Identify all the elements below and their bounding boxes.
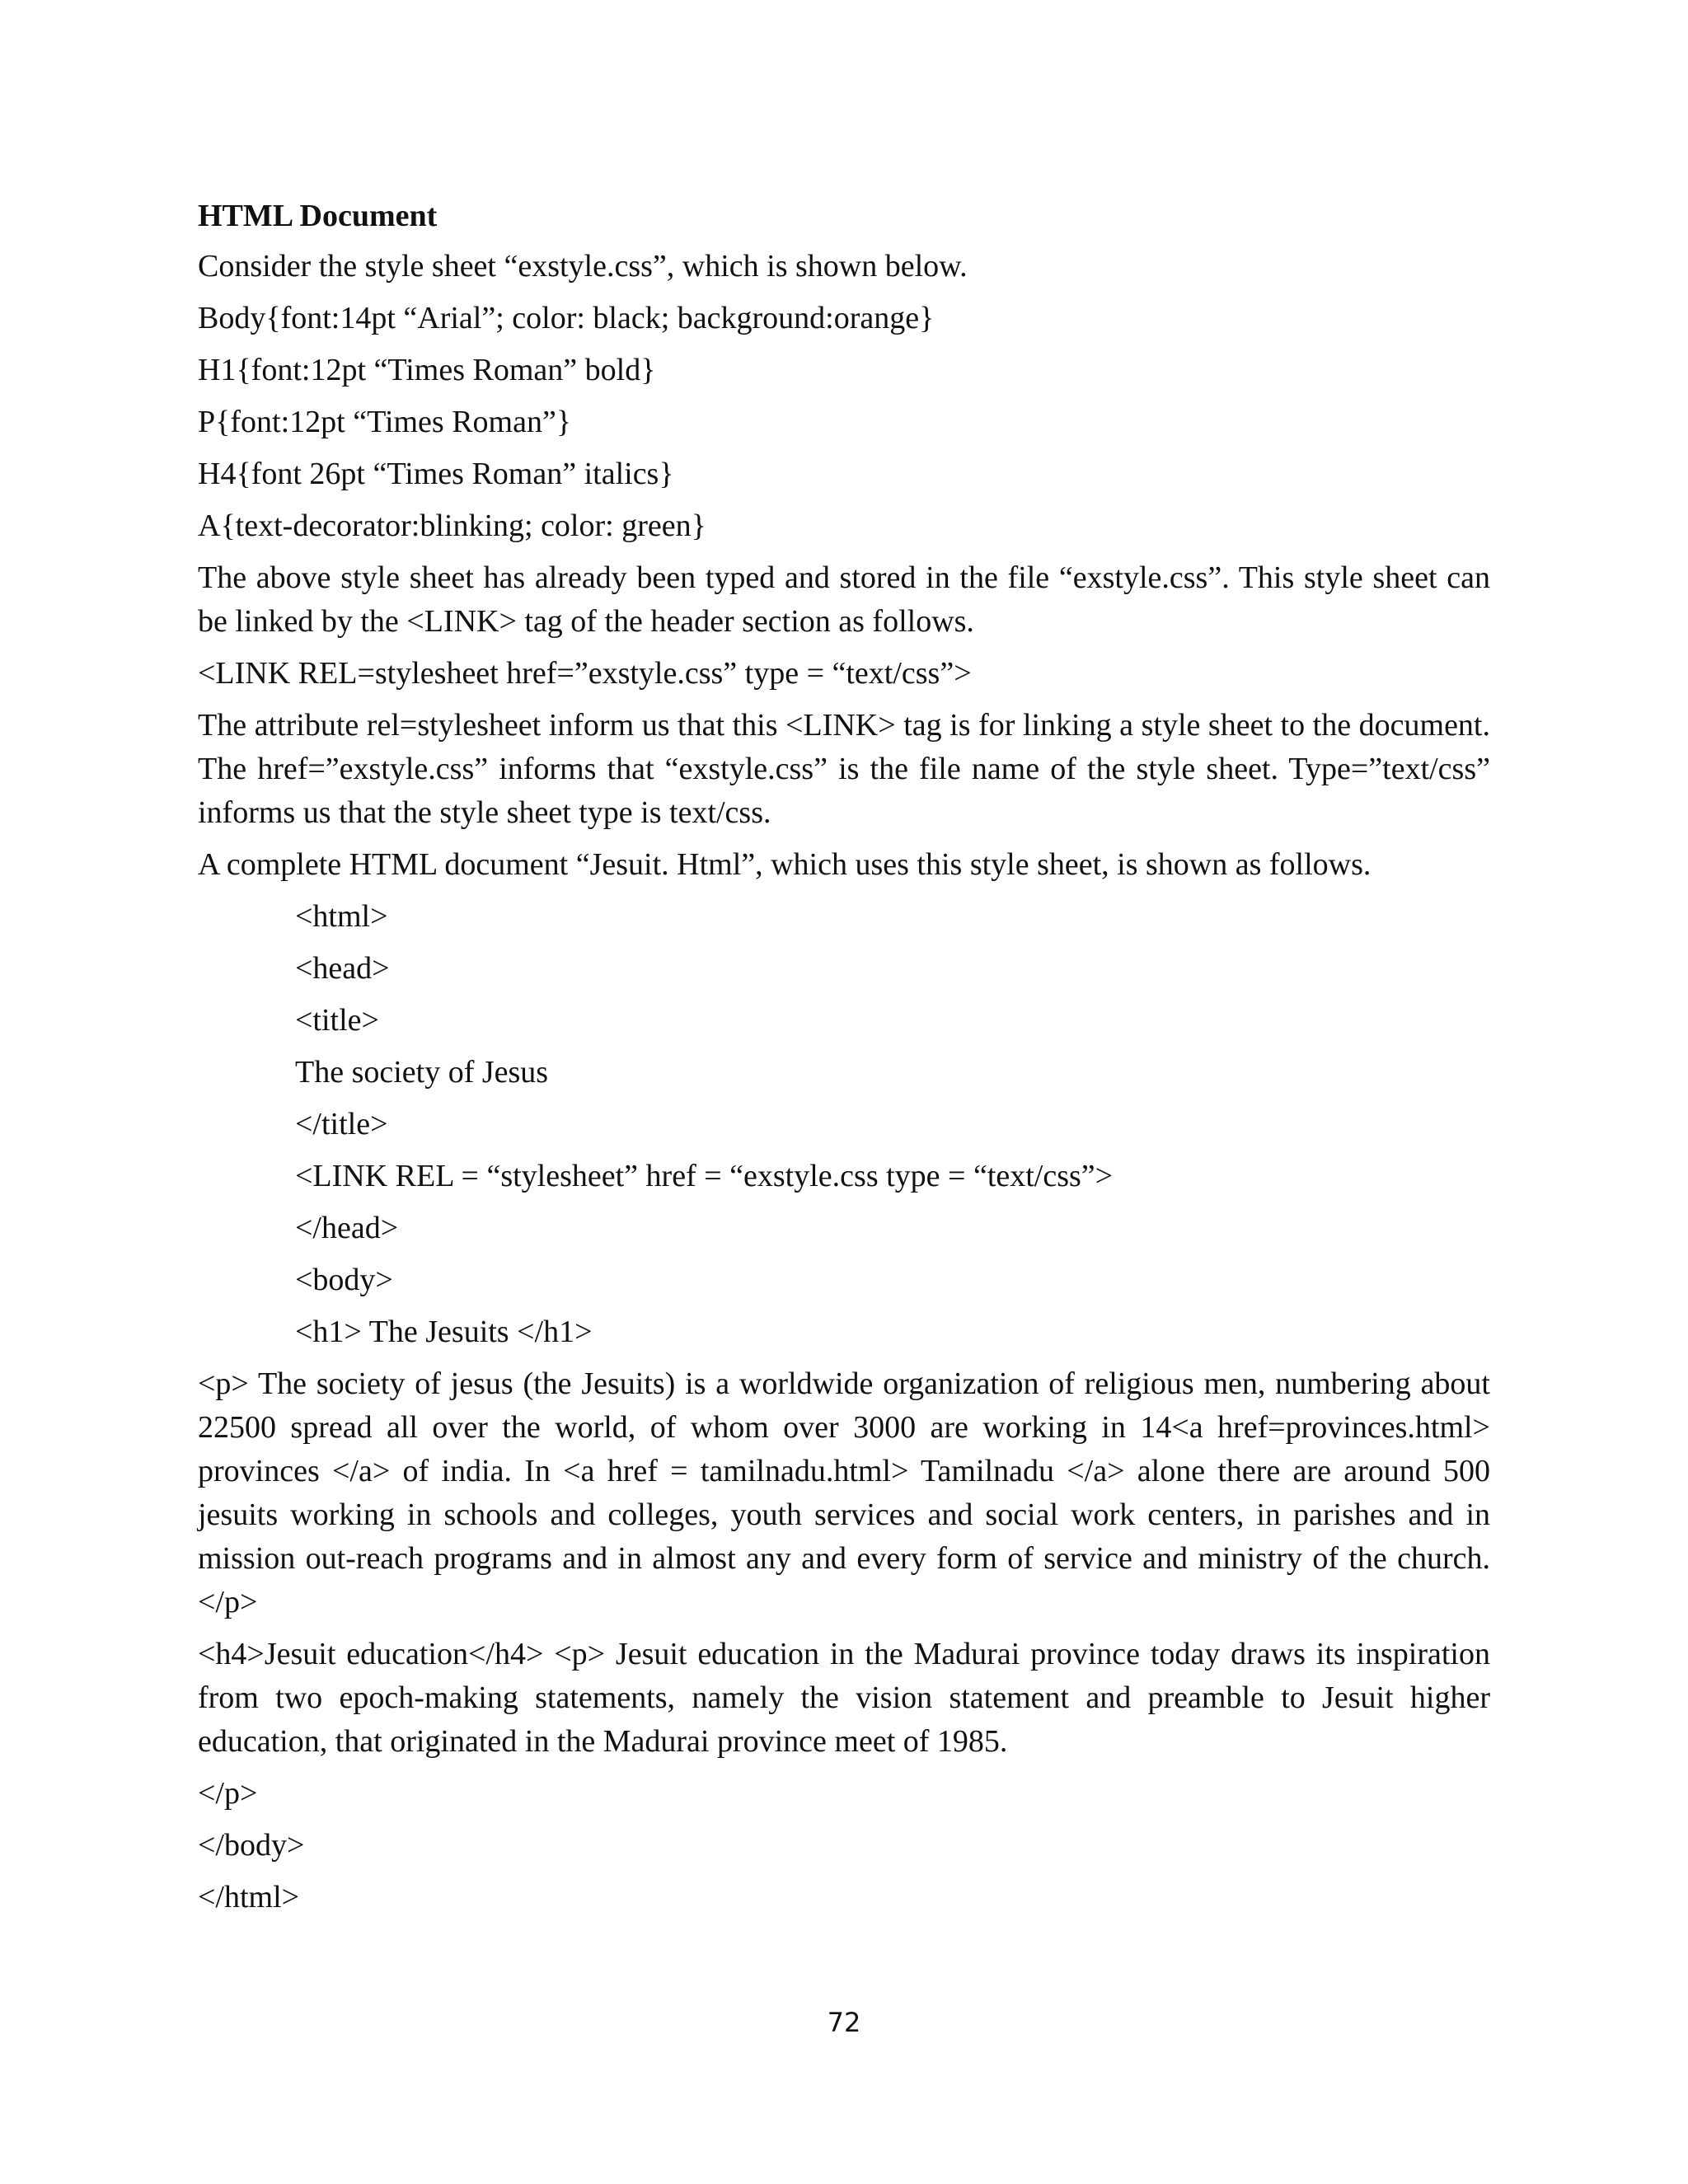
link-explain-paragraph: The attribute rel=stylesheet inform us that this <LINK> tag is for linking a style sheet to the document. The href=”exstyle.css” informs that “exstyle.css” is the file name of the style sheet. Type=”text/css” informs us that the style sheet type is text/css. [198, 708, 1490, 830]
code-html-close: </html> [198, 1880, 300, 1915]
intro-line: Consider the style sheet “exstyle.css”, which is shown below. [198, 249, 968, 284]
section-heading: HTML Document [198, 199, 438, 233]
css-rule-p: P{font:12pt “Times Roman”} [198, 405, 572, 439]
code-link-tag: <LINK REL = “stylesheet” href = “exstyle.css type = “text/css”> [295, 1159, 1114, 1193]
css-rule-h1: H1{font:12pt “Times Roman” bold} [198, 353, 656, 387]
page-number: 72 [827, 2007, 861, 2038]
code-html-open: <html> [295, 899, 388, 934]
code-title-open: <title> [295, 1003, 379, 1038]
code-paragraph-jesuits: <p> The society of jesus (the Jesuits) is a worldwide organization of religious men, numbering about 22500 spread all over the world, of whom over 3000 are working in 14<a href=provinces.html> provinces </a> of india. In <a href = tamilnadu.html> Tamilnadu </a> alone there are around 500 jesuits working in schools and colleges, youth services and social work centers, in parishes and in mission out-reach programs and in almost any and every form of service and ministry of the church.</p> [198, 1366, 1490, 1619]
code-head-close: </head> [295, 1211, 399, 1245]
code-head-open: <head> [295, 951, 390, 986]
css-rule-a: A{text-decorator:blinking; color: green} [198, 509, 706, 543]
css-rule-h4: H4{font 26pt “Times Roman” italics} [198, 457, 674, 491]
code-body-open: <body> [295, 1263, 393, 1297]
link-tag-example: <LINK REL=stylesheet href=”exstyle.css” type = “text/css”> [198, 656, 972, 691]
css-rule-body: Body{font:14pt “Arial”; color: black; background:orange} [198, 301, 935, 335]
document-body [198, 194, 1490, 1928]
code-title-text: The society of Jesus [295, 1055, 549, 1090]
code-p-close: </p> [198, 1776, 258, 1811]
link-intro-paragraph: The above style sheet has already been typed and stored in the file “exstyle.css”. This style sheet can be linked by the <LINK> tag of the header section as follows. [198, 560, 1490, 639]
complete-document-intro: A complete HTML document “Jesuit. Html”, which uses this style sheet, is shown as follows. [198, 847, 1372, 882]
code-title-close: </title> [295, 1107, 388, 1141]
code-paragraph-education: <h4>Jesuit education</h4> <p> Jesuit education in the Madurai province today draws its inspiration from two epoch-making statements, namely the vision statement and preamble to Jesuit higher education, that originated in the Madurai province meet of 1985. [198, 1637, 1490, 1759]
code-body-close: </body> [198, 1828, 305, 1863]
code-h1: <h1> The Jesuits </h1> [295, 1315, 593, 1349]
